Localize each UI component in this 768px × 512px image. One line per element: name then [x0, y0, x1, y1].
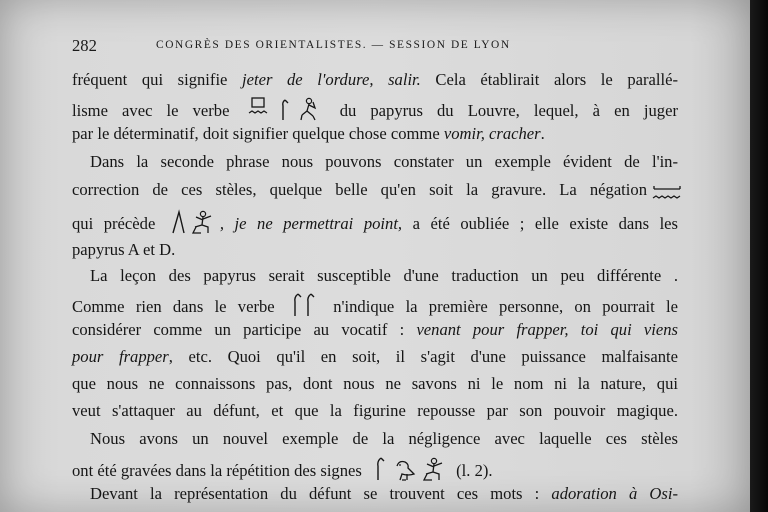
page-header [72, 36, 678, 56]
text-span: (l. 2). [456, 461, 493, 480]
hieroglyph-group-verb-louvre [247, 96, 323, 122]
text-line-15 [72, 456, 678, 482]
text-span: papyrus A et D. [72, 240, 176, 259]
text-line-5 [72, 180, 647, 200]
text-span: Cela établirait alors le parallé- [420, 70, 679, 89]
water-line-glyph [651, 180, 683, 206]
text-span: Comme rien dans le verbe [72, 297, 275, 316]
text-line-10 [72, 320, 678, 340]
text-line-12 [72, 374, 678, 394]
box-over-water-glyph [247, 96, 323, 122]
text-line-14 [72, 429, 678, 449]
text-span: fréquent qui signifie [72, 70, 243, 89]
text-span: par le déterminatif, doit signifier quelque chose comme [72, 124, 444, 143]
text-span: veut s'attaquer au défunt, et que la figurine repousse par son pouvoir magique. [72, 401, 678, 420]
text-line-1 [72, 70, 678, 90]
text-line-2 [72, 96, 678, 122]
text-span: considérer comme un participe au vocatif : [72, 320, 417, 339]
italic-phrase: , je ne permettrai point, [219, 214, 403, 233]
page-edge-shadow [750, 0, 768, 512]
text-line-4 [72, 152, 678, 172]
italic-phrase: jeter de l'ordure, salir. [242, 70, 421, 89]
text-span: que nous ne connaissons pas, dont nous ne savons ni le nom ni la nature, qui [72, 374, 678, 393]
hieroglyph-group-before-phrase [169, 209, 217, 235]
italic-phrase: venant pour frapper, toi qui viens [416, 320, 678, 339]
hieroglyph-group-verb-walk [289, 292, 319, 318]
text-span: qui précède [72, 214, 156, 233]
reed-glyph [378, 458, 384, 480]
reed-glyph [295, 294, 301, 316]
text-span: a été oubliée ; elle existe dans les [402, 214, 678, 233]
text-line-7 [72, 240, 678, 260]
running-title: CONGRÈS DES ORIENTALISTES. — SESSION DE LYON [156, 39, 511, 51]
text-span: ont été gravées dans la répétition des signes [72, 461, 362, 480]
text-span: . [540, 124, 545, 143]
text-line-9 [72, 292, 678, 318]
text-line-6 [72, 209, 678, 235]
text-span: Devant la représentation du défunt se trouvent ces mots : [90, 484, 552, 503]
text-span: Nous avons un nouvel exemple de la négligence avec laquelle ces stèles [90, 429, 678, 448]
italic-phrase: pour frapper [72, 347, 169, 366]
seated-man-glyph [193, 216, 211, 233]
seated-man-glyph [424, 463, 442, 480]
text-line-16 [72, 484, 678, 504]
text-line-13 [72, 401, 678, 421]
text-span: , etc. Quoi qu'il en soit, il s'agit d'une puissance malfaisante [168, 347, 679, 366]
text-line-11 [72, 347, 678, 367]
text-span: correction de ces stèles, quelque belle qu'en soit la gravure. La négation [72, 180, 647, 199]
text-span: La leçon des papyrus serait susceptible d'une traduction un peu différente . [90, 266, 678, 285]
hieroglyph-group-repetition [374, 456, 446, 482]
text-line-8 [72, 266, 678, 286]
text-span: lisme avec le verbe [72, 101, 230, 120]
text-span: Dans la seconde phrase nous pouvons constater un exemple évident de l'in- [90, 152, 678, 171]
text-span: n'indique la première personne, on pourrait le [333, 297, 678, 316]
reed-glyph [308, 294, 314, 316]
text-span: du papyrus du Louvre, lequel, à en juger [339, 101, 678, 120]
legs-glyph [173, 212, 184, 233]
italic-phrase: adoration à Osi- [551, 484, 678, 503]
page-number: 282 [72, 36, 97, 55]
text-line-3 [72, 124, 678, 144]
italic-phrase: vomir, cracher [443, 124, 541, 143]
